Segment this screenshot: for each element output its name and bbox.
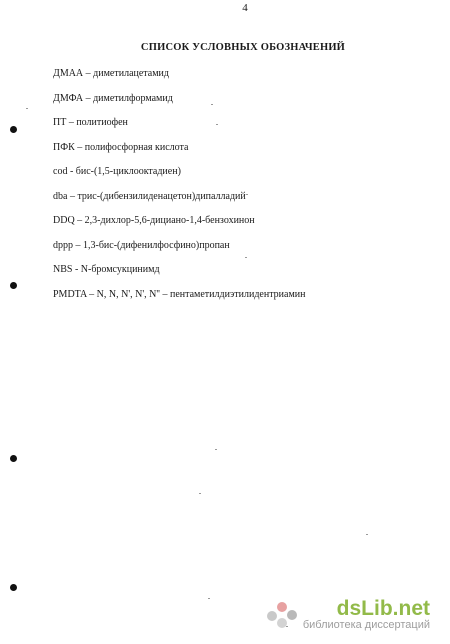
scan-speck <box>245 257 247 258</box>
punch-hole <box>10 584 17 591</box>
abbreviation-item: ДМФА – диметилформамид <box>53 92 173 104</box>
watermark-subtitle: библиотека диссертаций <box>302 619 430 631</box>
abbreviation-item: dba – трис-(дибензилиденацетон)дипалладий <box>53 190 246 202</box>
punch-hole <box>10 455 17 462</box>
abbreviation-item: NBS - N-бромсукцинимд <box>53 264 160 275</box>
abbreviation-item: ПТ – политиофен <box>53 117 128 128</box>
abbreviation-item: ПФК – полифосфорная кислота <box>53 141 189 153</box>
abbreviation-list <box>53 66 306 311</box>
scan-speck <box>246 194 248 195</box>
abbreviation-item: PMDTA – N, N, N', N', N'' – пентаметилдиэтилидентриамин <box>53 288 306 300</box>
watermark <box>267 599 430 632</box>
scan-speck <box>216 124 218 125</box>
scan-speck <box>366 534 368 535</box>
scan-speck <box>215 449 217 450</box>
punch-hole <box>10 282 17 289</box>
scan-speck <box>211 104 213 105</box>
abbreviation-item: cod - бис-(1,5-циклооктадиен) <box>53 166 181 177</box>
page-title: СПИСОК УСЛОВНЫХ ОБОЗНАЧЕНИЙ <box>140 42 346 53</box>
scan-speck <box>208 598 210 599</box>
punch-hole <box>10 126 17 133</box>
scan-speck <box>26 108 28 109</box>
abbreviation-item: DDQ – 2,3-дихлор-5,6-дициано-1,4-бензохинон <box>53 215 255 226</box>
abbreviation-item: ДМАА – диметилацетамид <box>53 68 170 79</box>
scan-speck <box>199 493 201 494</box>
page-number: 4 <box>242 2 248 14</box>
watermark-name: dsLib.net <box>336 597 430 620</box>
dslib-logo-icon <box>267 602 297 630</box>
abbreviation-item: dppp – 1,3-бис-(дифенилфосфино)пропан <box>53 239 230 251</box>
